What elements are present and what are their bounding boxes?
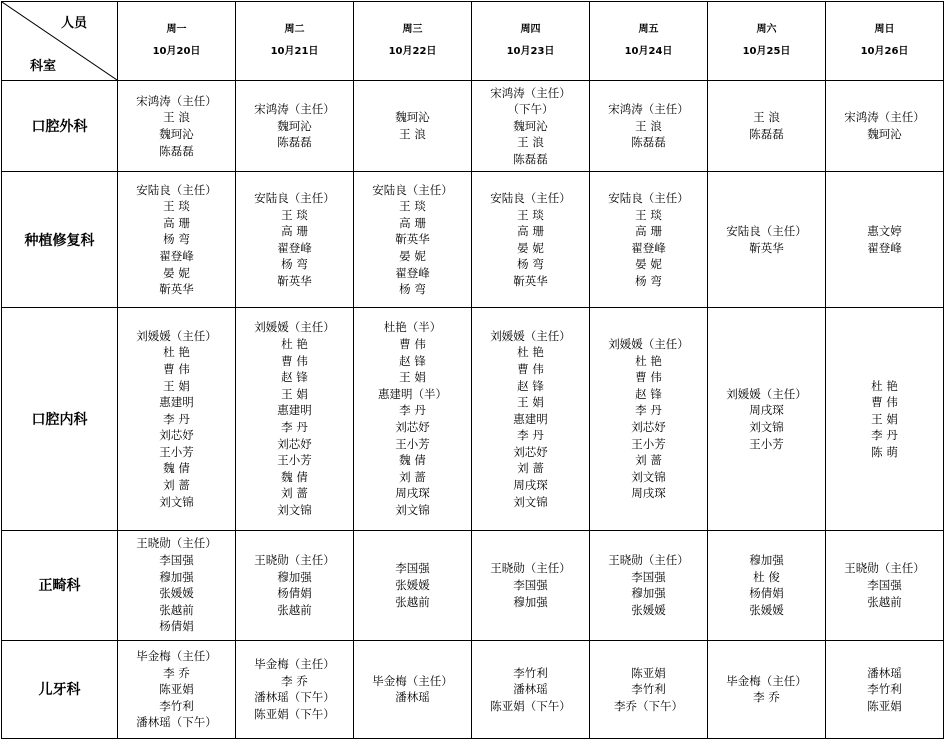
staff-name: 王 浪 xyxy=(635,118,662,133)
staff-name: 赵 锋 xyxy=(517,378,544,393)
staff-name: 高 珊 xyxy=(517,224,544,239)
staff-name: 杜艳（半） xyxy=(383,320,442,335)
staff-name: 潘林瑶（下午） xyxy=(136,715,217,730)
staff-name: 惠建明 xyxy=(277,403,312,418)
staff-name: 杜 艳 xyxy=(517,345,544,360)
staff-cell xyxy=(118,81,236,172)
staff-cell xyxy=(472,530,590,640)
staff-name: 王 浪 xyxy=(753,110,780,125)
staff-cell xyxy=(708,308,826,530)
staff-name: 毕金梅（主任） xyxy=(372,673,453,688)
staff-cell xyxy=(472,308,590,530)
staff-name: 曹 伟 xyxy=(517,361,544,376)
staff-name: 杨 弯 xyxy=(635,273,662,288)
staff-name: 刘文锦 xyxy=(159,494,194,509)
staff-name: 王小芳 xyxy=(277,453,312,468)
staff-name: 王 娟 xyxy=(517,395,544,410)
staff-name: 刘 蔷 xyxy=(163,478,190,493)
staff-name: 王 琰 xyxy=(399,199,426,214)
staff-name: 陈亚娟（下午） xyxy=(490,698,571,713)
staff-cell xyxy=(354,530,472,640)
date: 10月23日 xyxy=(506,46,555,57)
staff-name: 杨倩娟 xyxy=(749,586,784,601)
staff-name: 靳英华 xyxy=(749,240,784,255)
staff-name: 王小芳 xyxy=(159,444,194,459)
staff-name: 张越前 xyxy=(277,602,312,617)
staff-name: 靳英华 xyxy=(395,232,430,247)
staff-name: 潘林瑶 xyxy=(867,665,902,680)
staff-name: 魏 倩 xyxy=(281,469,308,484)
staff-name: 王晓勋（主任） xyxy=(254,553,335,568)
staff-name: 张媛媛 xyxy=(395,577,430,592)
staff-name: 陈磊磊 xyxy=(631,135,666,150)
staff-name: 杨 弯 xyxy=(399,282,426,297)
staff-name: 张越前 xyxy=(159,602,194,617)
staff-name: 李竹利 xyxy=(867,682,902,697)
staff-name: 晏 妮 xyxy=(635,257,662,272)
staff-name: 杜 艳 xyxy=(635,353,662,368)
staff-name: 翟登峰 xyxy=(395,265,430,280)
staff-name: 陈亚娟 xyxy=(631,665,666,680)
staff-name: 魏 倩 xyxy=(163,461,190,476)
staff-name: 李竹利 xyxy=(631,682,666,697)
staff-name: 潘林瑶 xyxy=(395,690,430,705)
staff-name: 翟登峰 xyxy=(867,240,902,255)
staff-name: 陈亚娟（下午） xyxy=(254,707,335,721)
staff-cell xyxy=(826,530,944,640)
staff-name: 周戌琛 xyxy=(631,486,666,501)
dept-name: 正畸科 xyxy=(2,530,118,640)
staff-cell xyxy=(118,640,236,738)
staff-name: 穆加强 xyxy=(631,586,666,601)
staff-cell xyxy=(236,308,354,530)
staff-name: 晏 妮 xyxy=(517,240,544,255)
staff-name: 陈磊磊 xyxy=(513,151,548,166)
weekday: 周三 xyxy=(402,24,423,35)
staff-name: 王 浪 xyxy=(517,135,544,150)
duty-schedule-table xyxy=(1,1,944,739)
staff-name: 李 丹 xyxy=(399,403,426,418)
staff-name: 李 丹 xyxy=(163,411,190,426)
staff-cell xyxy=(826,81,944,172)
staff-name: 魏珂沁 xyxy=(395,110,430,125)
staff-name: 曹 伟 xyxy=(635,370,662,385)
staff-name: 杜 俊 xyxy=(753,569,780,584)
staff-name: 李 丹 xyxy=(281,419,308,434)
staff-name: 潘林瑶 xyxy=(513,682,548,697)
day-header xyxy=(472,2,590,81)
dept-row xyxy=(2,530,944,640)
dept-row xyxy=(2,640,944,738)
staff-cell xyxy=(118,530,236,640)
staff-name: 王晓勋（主任） xyxy=(490,561,571,576)
dept-name: 种植修复科 xyxy=(2,172,118,308)
staff-name: 惠文婷 xyxy=(867,224,902,239)
staff-name: 杨倩娟 xyxy=(159,619,194,634)
staff-name: 赵 锋 xyxy=(399,353,426,368)
staff-name: 晏 妮 xyxy=(163,265,190,280)
weekday: 周五 xyxy=(638,24,659,35)
staff-name: 毕金梅（主任） xyxy=(254,657,335,672)
staff-name: 魏珂沁 xyxy=(159,127,194,142)
staff-cell xyxy=(472,172,590,308)
staff-name: 刘媛媛（主任） xyxy=(608,337,689,352)
day-header xyxy=(590,2,708,81)
staff-cell xyxy=(708,640,826,738)
staff-cell xyxy=(236,81,354,172)
staff-name: 陈磊磊 xyxy=(277,135,312,150)
staff-cell xyxy=(590,81,708,172)
staff-name: 魏珂沁 xyxy=(277,118,312,133)
staff-name: 穆加强 xyxy=(277,569,312,584)
staff-name: 杨 弯 xyxy=(163,232,190,247)
staff-name: 刘芯妤 xyxy=(395,419,430,434)
weekday: 周六 xyxy=(756,24,777,35)
staff-name: 高 珊 xyxy=(399,215,426,230)
staff-cell xyxy=(826,172,944,308)
day-header xyxy=(118,2,236,81)
schedule-body xyxy=(2,81,944,739)
staff-name: 毕金梅（主任） xyxy=(726,673,807,688)
staff-name: 李国强 xyxy=(867,577,902,592)
staff-name: 翟登峰 xyxy=(631,240,666,255)
staff-name: 刘 蔷 xyxy=(635,453,662,468)
staff-name: 赵 锋 xyxy=(281,370,308,385)
staff-name: 魏珂沁 xyxy=(867,127,902,142)
staff-name: 宋鸿涛（主任） xyxy=(608,102,689,117)
staff-name: 陈亚娟 xyxy=(159,682,194,697)
staff-name: 张越前 xyxy=(395,594,430,609)
staff-name: 杨 弯 xyxy=(517,257,544,272)
staff-cell xyxy=(236,172,354,308)
staff-cell xyxy=(118,172,236,308)
staff-name: 陈 萌 xyxy=(871,444,898,459)
staff-name: 曹 伟 xyxy=(399,337,426,352)
staff-name: 王 琰 xyxy=(163,199,190,214)
weekday: 周一 xyxy=(166,24,187,35)
staff-name: 李 乔 xyxy=(753,690,780,705)
staff-name: 王 娟 xyxy=(399,370,426,385)
staff-name: 王晓勋（主任） xyxy=(136,536,217,551)
staff-name: 曹 伟 xyxy=(163,361,190,376)
staff-name: 安陆良（主任） xyxy=(726,224,807,239)
corner-label-staff: 人员 xyxy=(60,16,87,31)
staff-name: 刘芯妤 xyxy=(277,436,312,451)
day-header xyxy=(708,2,826,81)
staff-cell xyxy=(118,308,236,530)
dept-row xyxy=(2,308,944,530)
staff-name: 刘文锦 xyxy=(631,469,666,484)
staff-name: 刘媛媛（主任） xyxy=(136,328,217,343)
staff-name: 刘芯妤 xyxy=(159,428,194,443)
staff-name: 潘林瑶（下午） xyxy=(254,690,335,705)
staff-name: 陈磊磊 xyxy=(749,127,784,142)
staff-name: 穆加强 xyxy=(159,569,194,584)
day-header xyxy=(236,2,354,81)
day-header xyxy=(354,2,472,81)
staff-name: 王 浪 xyxy=(399,127,426,142)
staff-cell xyxy=(354,81,472,172)
staff-name: 李国强 xyxy=(395,561,430,576)
staff-name: 惠建明 xyxy=(513,411,548,426)
staff-name: 王 琰 xyxy=(281,207,308,222)
staff-name: 李竹利 xyxy=(159,698,194,713)
staff-cell xyxy=(236,530,354,640)
staff-cell xyxy=(472,640,590,738)
staff-name: 张媛媛 xyxy=(749,602,784,617)
staff-cell xyxy=(590,640,708,738)
diagonal-line xyxy=(2,2,117,80)
weekday: 周二 xyxy=(284,24,305,35)
date: 10月22日 xyxy=(388,46,437,57)
staff-name: 宋鸿涛（主任） xyxy=(844,110,925,125)
dept-name: 儿牙科 xyxy=(2,640,118,738)
staff-name: 刘 蔷 xyxy=(517,461,544,476)
staff-name: 惠建明（半） xyxy=(378,386,447,401)
staff-name: 魏 倩 xyxy=(399,453,426,468)
corner-cell xyxy=(2,2,118,81)
staff-name: 安陆良（主任） xyxy=(254,190,335,205)
staff-name: 晏 妮 xyxy=(399,249,426,264)
staff-name: 李 丹 xyxy=(871,428,898,443)
staff-name: 刘芯妤 xyxy=(631,419,666,434)
staff-name: 高 珊 xyxy=(163,215,190,230)
staff-name: 王 娟 xyxy=(281,386,308,401)
staff-name: 周戌琛 xyxy=(513,478,548,493)
staff-name: 王晓勋（主任） xyxy=(608,553,689,568)
staff-name: 安陆良（主任） xyxy=(490,190,571,205)
staff-name: 刘文锦 xyxy=(749,419,784,434)
staff-name: 李 丹 xyxy=(517,428,544,443)
staff-name: 刘芯妤 xyxy=(513,444,548,459)
staff-name: 王 娟 xyxy=(163,378,190,393)
staff-name: 穆加强 xyxy=(749,553,784,568)
staff-name: 李国强 xyxy=(513,577,548,592)
staff-name: 李国强 xyxy=(159,553,194,568)
staff-cell xyxy=(826,308,944,530)
staff-name: 李 乔 xyxy=(163,665,190,680)
staff-name: 周戌琛 xyxy=(749,403,784,418)
staff-name: 王 琰 xyxy=(635,207,662,222)
staff-name: 靳英华 xyxy=(159,282,194,297)
staff-name: （下午） xyxy=(507,102,554,117)
staff-name: 刘 蔷 xyxy=(399,469,426,484)
dept-row xyxy=(2,81,944,172)
staff-name: 杜 艳 xyxy=(871,378,898,393)
dept-row xyxy=(2,172,944,308)
staff-name: 靳英华 xyxy=(277,273,312,288)
staff-name: 王 琰 xyxy=(517,207,544,222)
staff-name: 杜 艳 xyxy=(281,337,308,352)
staff-name: 王小芳 xyxy=(749,436,784,451)
staff-name: 王小芳 xyxy=(395,436,430,451)
staff-cell xyxy=(708,81,826,172)
weekday: 周四 xyxy=(520,24,541,35)
staff-name: 李国强 xyxy=(631,569,666,584)
date: 10月20日 xyxy=(152,46,201,57)
staff-name: 毕金梅（主任） xyxy=(136,648,217,663)
staff-name: 李 乔 xyxy=(281,673,308,688)
staff-name: 靳英华 xyxy=(513,273,548,288)
staff-name: 赵 锋 xyxy=(635,386,662,401)
staff-name: 惠建明 xyxy=(159,395,194,410)
staff-name: 王 浪 xyxy=(163,110,190,125)
staff-name: 李竹利 xyxy=(513,665,548,680)
staff-name: 王 娟 xyxy=(871,411,898,426)
staff-cell xyxy=(826,640,944,738)
day-header xyxy=(826,2,944,81)
staff-name: 高 珊 xyxy=(635,224,662,239)
staff-name: 王小芳 xyxy=(631,436,666,451)
staff-name: 张媛媛 xyxy=(631,602,666,617)
staff-name: 张越前 xyxy=(867,594,902,609)
header-row xyxy=(2,2,944,81)
staff-name: 翟登峰 xyxy=(277,240,312,255)
staff-name: 杜 艳 xyxy=(163,345,190,360)
staff-cell xyxy=(472,81,590,172)
staff-name: 曹 伟 xyxy=(871,395,898,410)
staff-name: 宋鸿涛（主任） xyxy=(136,93,217,108)
staff-cell xyxy=(236,640,354,738)
staff-name: 曹 伟 xyxy=(281,353,308,368)
staff-name: 刘文锦 xyxy=(513,494,548,509)
dept-name: 口腔内科 xyxy=(2,308,118,530)
date: 10月25日 xyxy=(742,46,791,57)
staff-name: 杨倩娟 xyxy=(277,586,312,601)
date: 10月24日 xyxy=(624,46,673,57)
staff-name: 周戌琛 xyxy=(395,486,430,501)
staff-name: 张媛媛 xyxy=(159,586,194,601)
staff-name: 刘文锦 xyxy=(277,502,312,517)
staff-name: 李乔（下午） xyxy=(614,698,683,713)
staff-cell xyxy=(590,308,708,530)
staff-name: 李 丹 xyxy=(635,403,662,418)
staff-name: 刘媛媛（主任） xyxy=(254,320,335,335)
dept-name: 口腔外科 xyxy=(2,81,118,172)
staff-name: 穆加强 xyxy=(513,594,548,609)
staff-cell xyxy=(354,308,472,530)
staff-name: 宋鸿涛（主任） xyxy=(254,102,335,117)
staff-cell xyxy=(708,530,826,640)
corner-label-dept: 科室 xyxy=(30,59,57,74)
staff-cell xyxy=(708,172,826,308)
staff-name: 魏珂沁 xyxy=(513,118,548,133)
staff-name: 刘媛媛（主任） xyxy=(490,328,571,343)
staff-name: 陈磊磊 xyxy=(159,143,194,158)
staff-name: 安陆良（主任） xyxy=(608,190,689,205)
weekday: 周日 xyxy=(874,24,895,35)
date: 10月21日 xyxy=(270,46,319,57)
staff-cell xyxy=(590,530,708,640)
staff-name: 刘 蔷 xyxy=(281,486,308,501)
staff-name: 高 珊 xyxy=(281,224,308,239)
staff-cell xyxy=(590,172,708,308)
staff-name: 翟登峰 xyxy=(159,249,194,264)
staff-name: 刘文锦 xyxy=(395,502,430,517)
staff-cell xyxy=(354,640,472,738)
staff-name: 王晓勋（主任） xyxy=(844,561,925,576)
staff-cell xyxy=(354,172,472,308)
date: 10月26日 xyxy=(860,46,909,57)
staff-name: 安陆良（主任） xyxy=(372,182,453,197)
staff-name: 安陆良（主任） xyxy=(136,182,217,197)
staff-name: 陈亚娟 xyxy=(867,698,902,713)
staff-name: 刘媛媛（主任） xyxy=(726,386,807,401)
staff-name: 杨 弯 xyxy=(281,257,308,272)
staff-name: 宋鸿涛（主任） xyxy=(490,85,571,100)
